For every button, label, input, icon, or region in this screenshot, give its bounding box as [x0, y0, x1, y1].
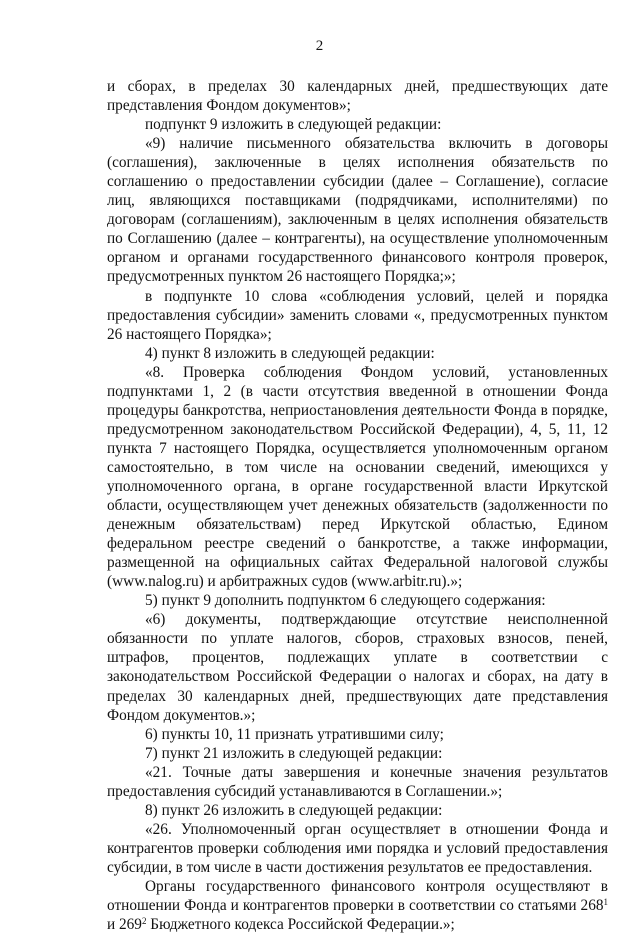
paragraph: подпункт 9 изложить в следующей редакции: [145, 116, 442, 134]
paragraph: 4) пункт 8 изложить в следующей редакции: [145, 344, 435, 362]
paragraph: 6) пункты 10, 11 признать утратившими силу; [145, 725, 444, 743]
paragraph: 5) пункт 9 дополнить подпунктом 6 следующего содержания: [145, 592, 546, 610]
paragraph: и сборах, в пределах 30 календарных дней, предшествующих дате представления Фондом документов»; [107, 78, 608, 115]
paragraph: 8) пункт 26 изложить в следующей редакции: [145, 801, 443, 819]
text-segment: Органы государственного финансового контроля осуществляют в отношении Фонда и контрагентов проверки в соответствии со статьями 268 [107, 877, 608, 915]
paragraph: в подпункте 10 слова «соблюдения условий, целей и порядка предоставления субсидии» заменить словами «, предусмотренных пунктом 26 настоящего Порядка»; [107, 287, 608, 343]
text-segment: и 269 [107, 916, 142, 934]
paragraph: «9) наличие письменного обязательства включить в договоры (соглашения), заключенные в целях исполнения обязательств по соглашению о предоставлении субсидии (далее – Соглашение), согласие лиц, являющихся поставщиками (подрядчиками, исполнителями) по договорам (соглашениям), заключенным в целях исполнения обязательств по Соглашению (далее – контрагенты), на осуществление уполномоченным органом и органами государственного финансового контроля проверок, предусмотренных пунктом 26 настоящего Порядка;»; [107, 135, 608, 286]
paragraph: «8. Проверка соблюдения Фондом условий, установленных подпунктами 1, 2 (в части отсутствия введенной в отношении Фонда процедуры банкротства, неприостановления деятельности Фонда в порядке, предусмотренном законодательством Российской Федерации), 4, 5, 11, 12 пункта 7 настоящего Порядка, осуществляется уполномоченным органом самостоятельно, в том числе на основании сведений, имеющихся у уполномоченного органа, в органе государственной власти Иркутской области, осуществляющем учет денежных обязательств (задолженности по денежным обязательствам) перед Иркутской областью, Едином федеральном реестре сведений о банкротстве, а также информации, размещенной на официальных сайтах Федеральной налоговой службы (www.nalog.ru) и арбитражных судов (www.arbitr.ru).»; [107, 363, 608, 591]
text-segment: Бюджетного кодекса Российской Федерации.»; [146, 916, 455, 934]
page-number: 2 [315, 38, 324, 54]
paragraph: «26. Уполномоченный орган осуществляет в отношении Фонда и контрагентов проверки соблюдения ими порядка и условий предоставления субсидии, в том числе в части достижения результатов ее предоставления. [107, 820, 608, 876]
superscript: 1 [603, 897, 608, 908]
superscript: 2 [141, 916, 147, 927]
paragraph: 7) пункт 21 изложить в следующей редакции: [145, 744, 443, 762]
document-body [107, 77, 608, 934]
paragraph-last [107, 877, 608, 934]
paragraph: «21. Точные даты завершения и конечные значения результатов предоставления субсидий устанавливаются в Соглашении.»; [107, 763, 608, 800]
paragraph: «6) документы, подтверждающие отсутствие неисполненной обязанности по уплате налогов, сборов, страховых взносов, пеней, штрафов, процентов, подлежащих уплате в соответствии с законодательством Российской Федерации о налогах и сборах, на дату в пределах 30 календарных дней, предшествующих дате представления Фондом документов.»; [107, 611, 608, 724]
